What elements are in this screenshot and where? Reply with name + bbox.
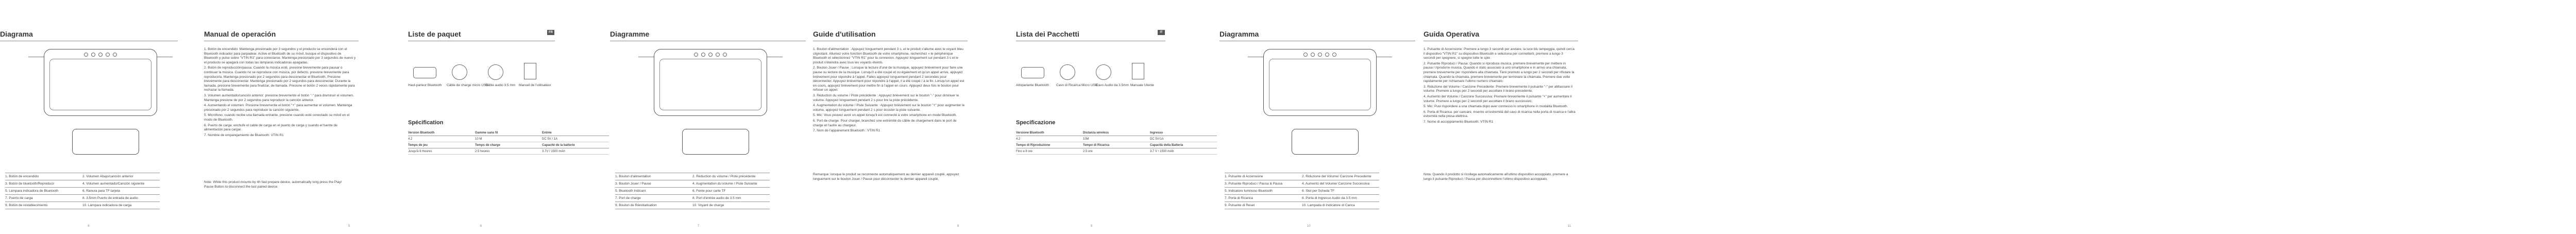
instruction-paragraph: 6. Puerto de carga: enchufe el cable de carga en el puerto de carga y cuando el fuente de alimentación para cargar. xyxy=(204,123,337,132)
spec-header: Gamme sans fil xyxy=(475,130,542,136)
instruction-paragraph: 7. Nombre de emparejamiento de Bluetooth: VTIN R1 xyxy=(204,133,284,137)
package-item: Altoparlante Bluetooth xyxy=(1016,83,1049,87)
part-label: 2. Riduzione del Volume/ Canzone Precedente xyxy=(1302,173,1379,180)
spec-table xyxy=(408,130,609,155)
part-label: 4. Volumen aumentado/Canción siguiente xyxy=(82,180,160,188)
speaker-grille xyxy=(49,59,151,110)
spec-header: Distanza wireless xyxy=(1083,130,1150,136)
spec-value: DC 5V/1A xyxy=(1150,136,1217,142)
speaker-grille xyxy=(659,59,761,110)
speaker-back-drawing xyxy=(72,129,139,155)
spec-value: 2.5 ore xyxy=(1083,148,1150,155)
speaker-grille xyxy=(1269,59,1371,110)
instruction-paragraph: 5. Mic: Puoi rispondere a una chiamata dopo aver connesso lo smartphone in modalità Bluetooth. xyxy=(1423,105,1568,109)
language-badge: FR xyxy=(547,30,554,35)
page-title: Diagramma xyxy=(1219,30,1259,38)
page-title: Lista dei Pacchetti xyxy=(1016,30,1079,38)
instruction-paragraph: 5. Mic: Vous pouvez avoir un appel lorsqu'il est connecté à votre smartphone en mode Bluetooth. xyxy=(813,113,957,118)
spec-value: 2.5 heures xyxy=(475,148,542,155)
speaker-back-drawing xyxy=(1292,129,1359,155)
spec-header: Version Bluetooth xyxy=(408,130,475,136)
instructions xyxy=(204,47,356,139)
part-label: 6. Slot per Scheda TF xyxy=(1302,188,1379,195)
part-label: 9. Pulsante di Reset xyxy=(1225,202,1302,209)
spec-title: Spécification xyxy=(408,120,444,126)
part-label: 7. Porta di Ricarica xyxy=(1225,195,1302,202)
page-title: Guide d'utilisation xyxy=(813,30,876,38)
part-label: 2. Volumen Abajo/canción anterior xyxy=(82,173,160,180)
page-title: Guida Operativa xyxy=(1423,30,1480,38)
spec-title: Specificazione xyxy=(1016,120,1056,126)
instructions xyxy=(1423,47,1575,126)
instruction-paragraph: 6. Porta di Ricarica: per caricare, inserire un'estremità del cavo di ricarica nella porta di ricarica e l'altra estremità nella presa elettrica. xyxy=(1423,110,1575,119)
parts-table xyxy=(615,173,770,209)
instruction-paragraph: 2. Pulsante Riproduci / Pausa: Quando si riproduce musica, premere brevemente per mettere in pausa / riprodurre musica. Quando è stato associato a uno smartphone e in arrivo una chiamata, premere brevemente per rispondere alla chiamata. Tieni premuto a lungo per 2 secondi per rifiutare la chiamata. Quando la chiamata, premere brevemente per terminare la chiamata. Premere due volte rapidamente per richiamare l'ultimo numero chiamato. xyxy=(1423,61,1574,83)
page-number: 9 xyxy=(1091,225,1093,228)
instruction-paragraph: 4. Aumento del Volume / Canzone Successiva: Premere brevemente il pulsante "+" per aumentare il volume. Premere a lungo per 2 secondi per ascoltare il brano successivo. xyxy=(1423,94,1572,103)
part-label: 2. Réduction du volume / Piste précédente xyxy=(692,173,770,180)
part-label: 10. Lampada di Indicatore di Carica xyxy=(1302,202,1379,209)
language-badge: IT xyxy=(1158,30,1165,35)
instruction-paragraph: 3. Riduzione del Volume / Canzone Precedente: Premere brevemente il pulsante "-" per abbassare il volume. Premere a lungo per 2 secondi per ascoltare il brano precedente. xyxy=(1423,85,1572,93)
page-title: Diagramme xyxy=(610,30,650,38)
instruction-paragraph: 1. Botón de encendido: Mantenga presionado por 3 segundos y el producto se encenderá con el Bluetooth indicador para parpadear. Active el Bluetooth de su móvil, busque el dispositivo de Bluetooth y pulse sobre "VTIN R1" para conectarse. Mantenga presionado por 3 segundos de nuevo y el producto se apagará con todas las lámparas indicadoras apagadas. xyxy=(204,47,356,64)
spec-header: Entrée xyxy=(542,130,609,136)
note: Nota: Quando il prodotto si ricollega automaticamente all'ultimo dispositivo accoppiato, premere a lungo il pulsante Riproduci / Pausa per disconnettere l'ultimo dispositivo accoppiato. xyxy=(1423,173,1568,181)
spec-table xyxy=(1016,130,1217,155)
instruction-paragraph: 3. Réduction du volume / Piste précédente : Appuyez brièvement sur le bouton "-" pour diminuer le volume. Appuyez longuement pendant 2 s pour lire la piste précédente. xyxy=(813,93,959,102)
part-label: 4. Augmentation du volume / Piste Suivante xyxy=(692,180,770,188)
spec-header: Versione Bluetooth xyxy=(1016,130,1083,136)
page-title: Diagrama xyxy=(0,30,33,38)
package-item: Câble audio 3.5 mm xyxy=(485,83,516,87)
spec-value: 4.2 xyxy=(408,136,475,142)
part-label: 9. Bouton de Réinitialisation xyxy=(615,202,692,209)
page-number: 6 xyxy=(480,225,482,228)
spec-header: Capacité de la batterie xyxy=(542,142,609,148)
package-item: Haut-parleur Bluetooth xyxy=(408,83,442,87)
part-label: 1. Pulsante di Accensione xyxy=(1225,173,1302,180)
spec-value: 10 M xyxy=(475,136,542,142)
audio-cable-icon xyxy=(1096,64,1111,80)
instruction-paragraph: 4. Augmentation du volume / Piste Suivante : Appuyez brièvement sur le bouton "+" pour augmenter le volume, appuyez longuement pendant 2 s pour écouter la piste suivante. xyxy=(813,104,965,112)
page-number: 8 xyxy=(957,225,959,228)
spec-value: 4.2 xyxy=(1016,136,1083,142)
part-label: 5. Bluetooth Indicant xyxy=(615,188,692,195)
parts-table xyxy=(5,173,160,209)
package-item: Manuel de l'utilisateur xyxy=(519,83,551,87)
part-label: 8. Porta di Ingresso Audio da 3.5 mm xyxy=(1302,195,1379,202)
instruction-paragraph: 6. Port de charge: Pour charger, branchez une extrémité du câble de chargement dans le port de charge et l'autre au chargeur. xyxy=(813,119,957,127)
page-number: 10 xyxy=(1307,225,1311,228)
speaker-icon xyxy=(413,67,436,78)
instruction-paragraph: 1. Bouton d'alimentation : Appuyez longuement pendant 3 s, et le produit s'allume avec le voyant bleu clignotant. Allumez votre fonction Bluetooth de votre smartphone, recherchez « le périphérique Bluetooth et sélectionnez "VTIN R1" pour la connexion. Appuyez longuement sur pendant 3 s et le produit s'éteindra avec tous les voyants éteints. xyxy=(813,47,963,64)
part-label: 7. Puerto de carga xyxy=(5,195,82,202)
instruction-paragraph: 4. Aumentando el volumen: Presione brevemente el botón "+" para aumentar el volumen. Mantenga presionado por 2 segundos para reproducir la canción siguiente. xyxy=(204,104,352,112)
part-label: 8. 3.5mm Puerto de entrada de audio xyxy=(82,195,160,202)
spec-header: Temps de jeu xyxy=(408,142,475,148)
spec-header: Ingresso xyxy=(1150,130,1217,136)
speaker-front-drawing xyxy=(44,49,157,116)
spec-header: Capacità della Batteria xyxy=(1150,142,1217,148)
speaker-front-drawing xyxy=(1263,49,1377,116)
part-label: 5. Lámpara indicadora de Bluetooth xyxy=(5,188,82,195)
spec-value: 3.7V / 1500 mAh xyxy=(542,148,609,155)
package-item: Câble de charge micro USB xyxy=(447,83,488,87)
package-item: Manuale Utente xyxy=(1130,83,1154,87)
part-label: 8. Port d'entrée audio de 3.5 mm xyxy=(692,195,770,202)
instruction-paragraph: 3. Volumen aumentado/canción anterior: presione brevemente el botón "-" para disminuir el volumen. Mantenga presione de por 2 segundos para reproducir la canción anterior. xyxy=(204,93,354,102)
instruction-paragraph: 1. Pulsante di Accensione: Premere a lungo 3 secondi per avviare, la luce blu lampeggia, quindi cerca il dispositivo "VTIN R1" su dispositivo Bluetooth e seleziona per connetterti, premere a lungo 3 secondi per spegnere, si spegne tutte le spie. xyxy=(1423,47,1575,60)
instruction-paragraph: 2. Botón de reproducción/pausa: Cuando la música esté, presione brevemente para pausar o continuar la música. Cuando no se reproduce con música, por defecto, presione brevemente para reproducirla. Mantenga presionado por 2 segundos para desconectar el Bluetooth. Presione brevemente para desconectar. Mantenga presionado por 2 segundos para desconectar. Durante la llamada, presione brevemente para finalizar, de llamada. Presione el botón 2 veces rápidamente para rechazar la llamada. xyxy=(204,66,355,92)
speaker-back-drawing xyxy=(682,129,749,155)
manual-icon xyxy=(1132,63,1144,79)
package-item: Cavo di Ricarica Micro USB xyxy=(1056,83,1098,87)
page-number: 11 xyxy=(1568,225,1571,228)
part-label: 10. Voyant de charge xyxy=(692,202,770,209)
part-label: 5. Indicatore luminoso Bluetooth xyxy=(1225,188,1302,195)
spec-value: DC 5V / 1A xyxy=(542,136,609,142)
part-label: 10. Lámpara indicadora de carga xyxy=(82,202,160,209)
spec-value: 10M xyxy=(1083,136,1150,142)
spec-header: Tempo di Riproduzione xyxy=(1016,142,1083,148)
speaker-buttons xyxy=(84,53,117,57)
page-guida-it xyxy=(1423,0,1772,234)
spec-value: Jusqu'à 8 Heures xyxy=(408,148,475,155)
speaker-buttons xyxy=(694,53,727,57)
package-item: Cavo Audio da 3.5mm xyxy=(1096,83,1129,87)
speaker-front-drawing xyxy=(654,49,767,116)
usb-cable-icon xyxy=(452,64,467,80)
spec-header: Temps de charge xyxy=(475,142,542,148)
part-label: 9. Botón de restablecimiento xyxy=(5,202,82,209)
usb-cable-icon xyxy=(1060,64,1075,80)
manual-icon xyxy=(524,63,536,79)
page-number: 4 xyxy=(88,225,90,228)
page-title: Liste de paquet xyxy=(408,30,461,38)
note: Note: While this product mounts by 4h fast prepare device, automatically long press the Play/ Pause Button to disconnect the last paired device. xyxy=(204,180,342,189)
instruction-paragraph: 5. Micrófono: cuando recibe una llamada entrante, presione cuando esté conectado su móvil en el modo de Bluetooth. xyxy=(204,113,350,122)
spec-value: 3.7 V / 1500 mAh xyxy=(1150,148,1217,155)
part-label: 6. Ranura para TF tarjeta xyxy=(82,188,160,195)
part-label: 1. Bouton d'alimentation xyxy=(615,173,692,180)
part-label: 1. Botón de encendido xyxy=(5,173,82,180)
page-number: 7 xyxy=(698,225,700,228)
instruction-paragraph: 7. Nom de l'appairement Bluetooth : VTIN R1 xyxy=(813,129,880,133)
instruction-paragraph: 2. Bouton Jouer / Pause : Lorsque la lecture d'une de la musique, appuyez brièvement pour faire une pause ou lecture de la musique. Lorsqu'il a été coupé et ou également et qu'un appel arrive, appuyez brièvement pour répondre à l'appel. Faites appuyez longuement pendant 2 secondes pour déconnecter. Appuyez brièvement pour répondre à l'appel, il a été coupé / à la fin. Lorsqu'un appel est en cours, appuyez brièvement pour mettre fin à l'appel en cours. Appuyez deux fois le bouton pour refuser un appel. xyxy=(813,66,964,92)
speaker-icon xyxy=(1021,67,1044,78)
part-label: 6. Fente pour carte TF xyxy=(692,188,770,195)
page-number: 5 xyxy=(348,225,350,228)
speaker-buttons xyxy=(1303,53,1336,57)
parts-table xyxy=(1225,173,1379,209)
instruction-paragraph: 7. Nome di accoppiamento Bluetooth: VTIN R1 xyxy=(1423,120,1494,124)
spec-header: Tempo di Ricarica xyxy=(1083,142,1150,148)
audio-cable-icon xyxy=(488,64,503,80)
spec-value: Fino a 8 ore xyxy=(1016,148,1083,155)
part-label: 3. Botón de bluetooth/Reproducir xyxy=(5,180,82,188)
part-label: 4. Aumento del Volume/ Canzone Successiva xyxy=(1302,180,1379,188)
instructions xyxy=(813,47,965,135)
part-label: 3. Bouton Jouer / Pause xyxy=(615,180,692,188)
note: Remarque: lorsque le produit se reconnecte automatiquement au dernier appareil couplé, appuyez longuement sur le bouton Jouer / Pause pour déconnecter le dernier appareil couplé. xyxy=(813,173,959,181)
part-label: 3. Pulsante Riproduci / Pausa & Pausa xyxy=(1225,180,1302,188)
page-title: Manual de operación xyxy=(204,30,276,38)
part-label: 7. Port de charge xyxy=(615,195,692,202)
